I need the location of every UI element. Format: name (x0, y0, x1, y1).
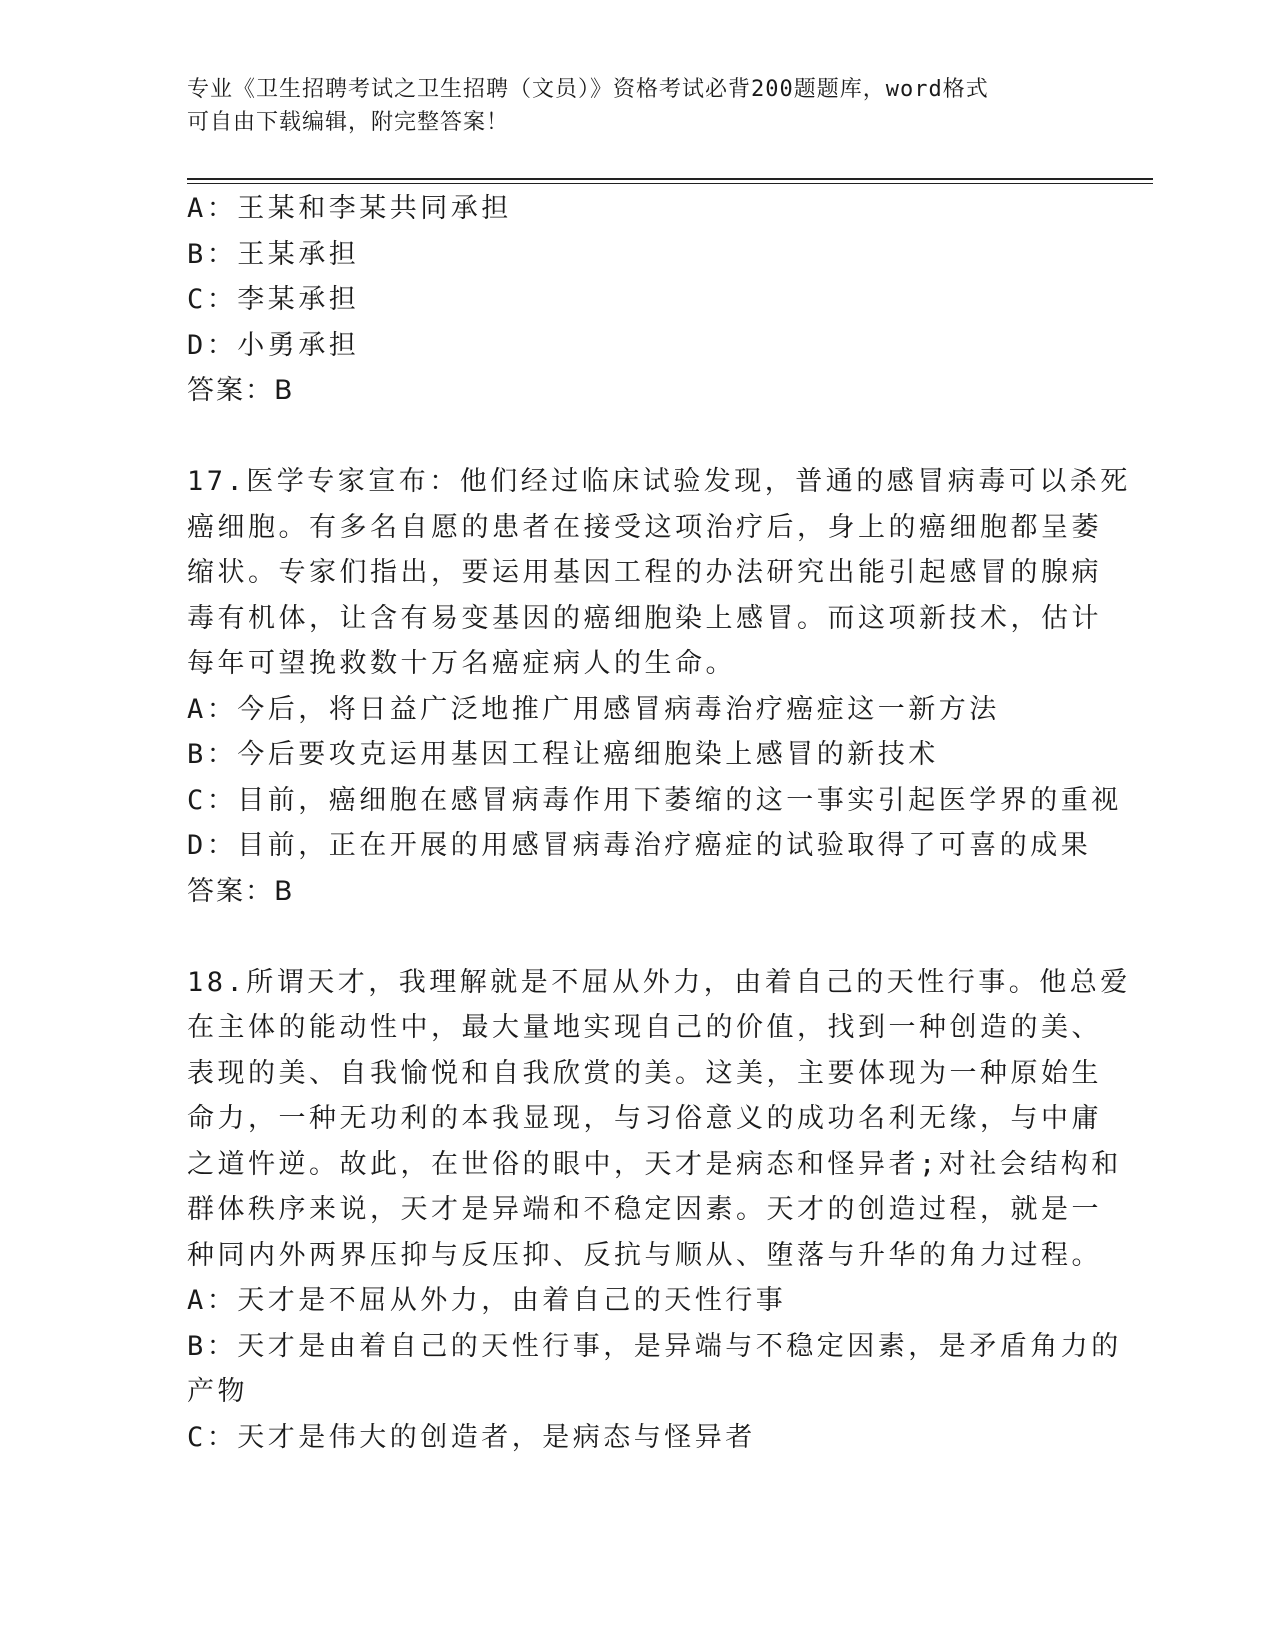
q17-answer: 答案：B (187, 875, 295, 907)
header-title-line-1: 专业《卫生招聘考试之卫生招聘（文员）》资格考试必背200题题库，word格式 (187, 77, 989, 102)
q17-stem-line-1: 17.医学专家宣布：他们经过临床试验发现，普通的感冒病毒可以杀死 (187, 466, 1131, 497)
q17-option-c: C：目前，癌细胞在感冒病毒作用下萎缩的这一事实引起医学界的重视 (187, 784, 1122, 816)
q18-option-b: B：天才是由着自己的天性行事，是异端与不稳定因素，是矛盾角力的 (187, 1330, 1122, 1362)
spacer (187, 414, 1087, 460)
question-16-block (187, 186, 1087, 414)
q17-stem-line-5: 每年可望挽救数十万名癌症病人的生命。 (187, 648, 736, 679)
q18-stem-line-6: 群体秩序来说，天才是异端和不稳定因素。天才的创造过程，就是一 (187, 1194, 1102, 1225)
q18-option-c: C：天才是伟大的创造者，是病态与怪异者 (187, 1421, 756, 1453)
q17-option-d: D：目前，正在开展的用感冒病毒治疗癌症的试验取得了可喜的成果 (187, 830, 1092, 861)
q18-stem-line-4: 命力，一种无功利的本我显现，与习俗意义的成功名利无缘，与中庸 (187, 1103, 1102, 1134)
header-divider-thin (187, 183, 1153, 184)
question-17-block (187, 459, 1131, 914)
q16-option-d: D：小勇承担 (187, 329, 360, 361)
q17-stem-line-2: 癌细胞。有多名自愿的患者在接受这项治疗后，身上的癌细胞都呈萎 (187, 511, 1102, 543)
q18-stem-line-5: 之道忤逆。故此，在世俗的眼中，天才是病态和怪异者;对社会结构和 (187, 1148, 1122, 1180)
q18-option-a: A：天才是不屈从外力，由着自己的天性行事 (187, 1285, 787, 1316)
q18-stem-line-1: 18.所谓天才，我理解就是不屈从外力，由着自己的天性行事。他总爱 (187, 966, 1131, 998)
q16-answer: 答案：B (187, 375, 295, 406)
q18-stem-line-3: 表现的美、自我愉悦和自我欣赏的美。这美，主要体现为一种原始生 (187, 1057, 1102, 1089)
q18-stem-line-7: 种同内外两界压抑与反压抑、反抗与顺从、堕落与升华的角力过程。 (187, 1239, 1102, 1271)
spacer (187, 914, 1087, 960)
document-header (187, 73, 1067, 139)
question-18-block (187, 960, 1131, 1461)
q17-stem-line-3: 缩状。专家们指出，要运用基因工程的办法研究出能引起感冒的腺病 (187, 557, 1102, 588)
header-divider-thick (187, 178, 1153, 180)
q18-stem-line-2: 在主体的能动性中，最大量地实现自己的价值，找到一种创造的美、 (187, 1012, 1102, 1043)
header-title-line-2: 可自由下载编辑，附完整答案！ (187, 110, 510, 135)
q16-option-c: C：李某承担 (187, 284, 360, 315)
q18-option-b-continued: 产物 (187, 1376, 248, 1407)
q17-option-a: A：今后，将日益广泛地推广用感冒病毒治疗癌症这一新方法 (187, 693, 1000, 725)
q17-option-b: B：今后要攻克运用基因工程让癌细胞染上感冒的新技术 (187, 739, 939, 770)
question-content (187, 186, 1131, 1460)
q16-option-b: B：王某承担 (187, 238, 360, 270)
q16-option-a: A：王某和李某共同承担 (187, 193, 512, 224)
q17-stem-line-4: 毒有机体，让含有易变基因的癌细胞染上感冒。而这项新技术，估计 (187, 602, 1102, 634)
